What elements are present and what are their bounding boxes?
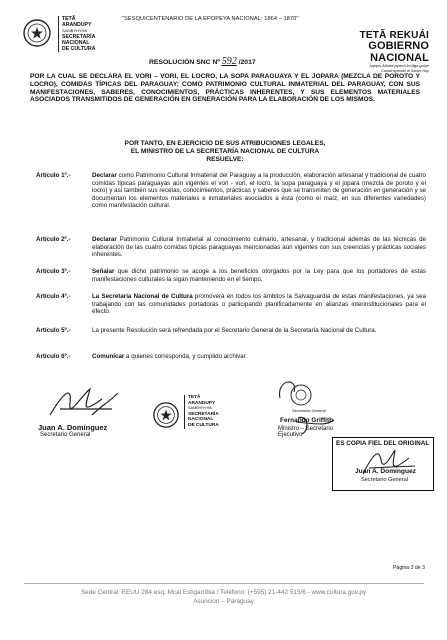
footer-city: Asunción – Paraguay	[193, 598, 254, 605]
header-logo-left	[22, 16, 117, 52]
article-4: Artículo 4º.- La Secretaría Nacional de Cultura promoverá en todos los ámbitos la Salvaguardia de estas manifestaciones, ya sea trabajando con las comunidades portadoras o participando planificadamente en alianzas interinstitucionales para el efecto.	[36, 293, 426, 315]
footer-address: Sede Central: EEUU 284 esq. Mcal Estigarribia / Teléfono: (+595) 21-442 515/6 - www.cultura.gov.py	[80, 589, 367, 596]
stamp-text: TETÃ ARANDUPY SAMBYHYHA SECRETARÍA NACIONAL DE CULTURA	[184, 395, 219, 429]
article-2: Artículo 2º.- Declarar Patrimonio Cultural Inmaterial al conocimiento culinario, artesanal, y tradicional además de las técnicas de elaboración de las cuatro comidas típicas paraguayas mencionadas aún vigentes con sus creencias y prácticas sociales inherentes.	[36, 236, 426, 258]
handwritten-signature-icon	[40, 385, 120, 425]
national-seal-icon	[22, 18, 52, 48]
article-1: Artículo 1º.- Declarar como Patrimonio Cultural Inmaterial del Paraguay a la producción, elaboración artesanal y tradicional de cuatro comidas típicas paraguayas aún vigentes el vori - vori, el locro, la sopa paraguaya y el jopara (mezcla de poroto y el locro) y así también sus recetas, conocimientos, prácticas y saberes que se transmiten de generación en generación y se documentan los elementos materiales e inmateriales asociados a ésta (como el maíz, en sus diferentes variedades) como manifestación cultural.	[36, 172, 426, 209]
signature-secretary-general: Juan A. Domínguez Secretario General	[34, 385, 144, 435]
logo-text: TETÃ ARANDUPY SAMBYHYHA SECRETARÍA NACIONAL DE CULTURA	[58, 16, 95, 52]
certified-copy-stamp: ES COPIA FIEL DEL ORIGINAL Juan A. Domínguez Secretario General	[332, 437, 434, 491]
footer	[0, 588, 447, 606]
resolution-title: POR LA CUAL SE DECLARA EL VORI – VORI, EL LOCRO, LA SOPA PARAGUAYA Y EL JOPARA (MEZCLA DE POROTO Y LOCRO), COMIDAS TÍPICAS DEL PARAGUAY; COMO PATRIMONIO CULTURAL INMATERIAL DEL PARAGUAY, CON SUS MANIFESTACIONES, SABERES, CONOCIMIENTOS, PRÁCTICAS INHERENTES, Y SUS ELEMENTOS MATERIALES ASOCIADOS TRANSMITIDOS DE GENERACIÓN EN GENERACIÓN PARA LA ELABORACIÓN DE LOS MISMOS.	[30, 73, 420, 104]
header-logo-right	[311, 30, 429, 73]
resolution-number: RESOLUCIÓN SNC Nº 592 /2017	[149, 56, 256, 67]
article-5: Artículo 5º.- La presente Resolución será refrendada por el Secretario General de la Secretaría Nacional de Cultura.	[36, 327, 377, 334]
institution-stamp	[152, 395, 230, 439]
header-right-line4: Construyendo el futuro hoy	[380, 67, 429, 73]
copy-heading: ES COPIA FIEL DEL ORIGINAL	[336, 440, 430, 447]
por-tanto-block: POR TANTO, EN EJERCICIO DE SUS ATRIBUCIONES LEGALES, EL MINISTRO DE LA SECRETARÍA NACIONAL DE CULTURA RESUELVE:	[124, 140, 326, 163]
article-6: Artículo 6º.- Comunicar a quienes corresponda, y cumplido archivar.	[36, 353, 248, 360]
secretaria-general-seal-icon	[290, 384, 312, 406]
handwritten-number: 592	[221, 56, 237, 67]
seal-icon	[152, 401, 180, 429]
header-right-line3: Jajapo Añoite japerõ ko'ãga guive	[369, 63, 429, 68]
page-number: Página 3 de 3	[392, 565, 425, 571]
header-right-line2: GOBIERNO NACIONAL	[368, 40, 429, 64]
footer-divider	[24, 583, 424, 584]
header-right-line1: TETÃ REKUÁI	[359, 30, 429, 41]
article-3: Artículo 3º.- Señalar que dicho patrimonio se acoge a los beneficios otorgados por la Ley para que los portadores de estas manifestaciones culturales la sigan manteniendo en el tiempo.	[36, 268, 426, 283]
signature-minister: Secretaría General Fernando Griffith Ministro – Secretario Ejecutivo	[238, 378, 348, 444]
header-motto: "SESQUICENTENARIO DE LA EPOPEYA NACIONAL: 1864 – 1870"	[122, 16, 299, 22]
